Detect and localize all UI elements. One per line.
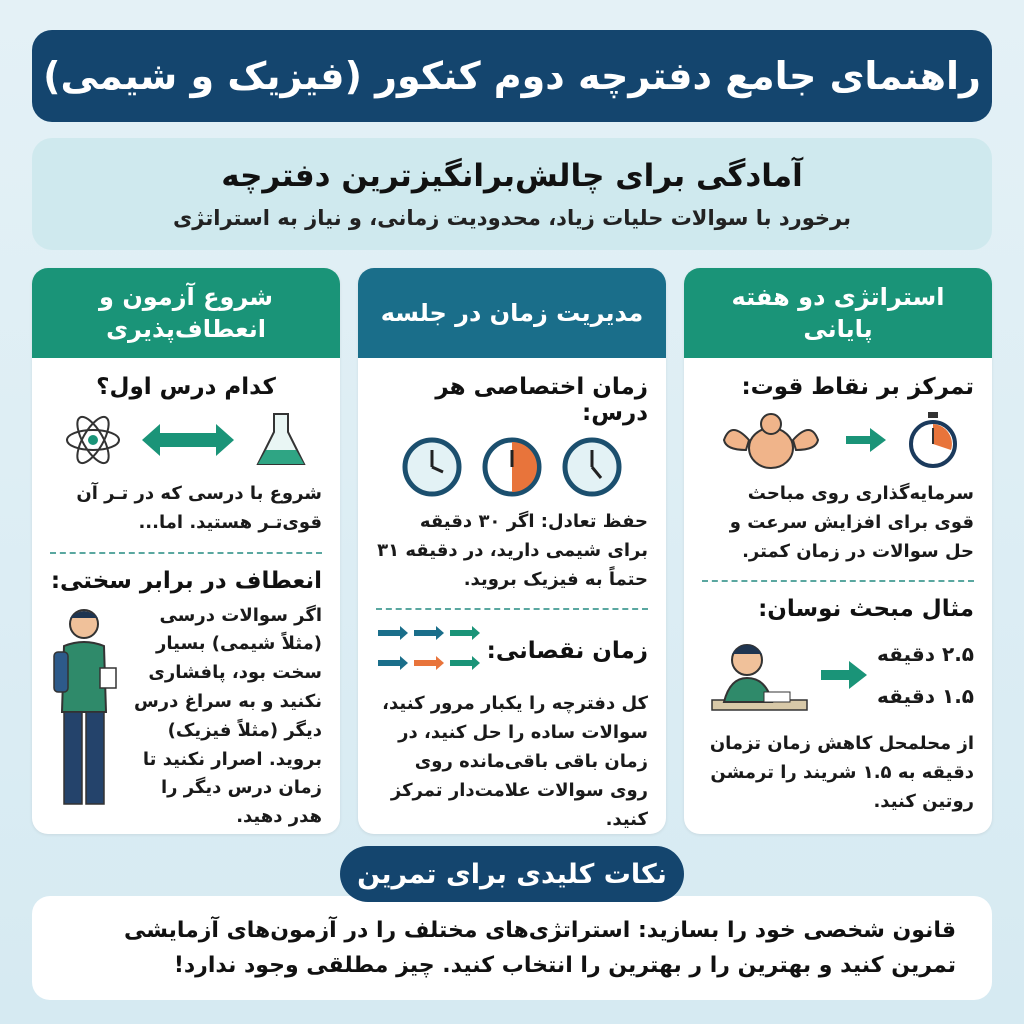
time-before: ۲.۵ دقیقه — [876, 642, 974, 667]
shortfall-text: کل دفترچه را یکبار مرور کنید، سوالات ساده را حل کنید، در زمان باقی باقی‌مانده روی روی سوالات علامت‌دار تمرکز کنید. — [382, 693, 648, 830]
clock-icon — [561, 436, 623, 498]
column-time-header: مدیریت زمان در جلسه — [358, 268, 666, 358]
flex-title: انعطاف در برابر سختی: — [50, 567, 322, 594]
flex-content — [50, 602, 322, 832]
column-strategy-header: استراتژی دو هفته پایانی — [684, 268, 992, 358]
intro-heading: آمادگی برای چالش‌برانگیزترین دفترچه — [221, 158, 803, 194]
first-title: کدام درس اول؟ — [96, 374, 276, 400]
clock-icon — [401, 436, 463, 498]
divider — [50, 552, 322, 554]
column-time — [358, 268, 666, 834]
shortfall-row — [376, 624, 648, 678]
intro-subheading: برخورد با سوالات حلیات زیاد، محدودیت زمانی، و نیاز به استراتژی — [173, 206, 851, 230]
focus-text: سرمایه‌گذاری روی مباحث قوی برای افزایش سرعت و حل سوالات در زمان کمتر. — [729, 483, 974, 562]
dedicated-text: حفظ تعادل: اگر ۳۰ دقیقه برای شیمی دارید، در دقیقه ۳۱ حتماً به فیزیک بروید. — [377, 511, 648, 590]
example-text: از محلمحل کاهش زمان تزمان دقیقه به ۱.۵ شریند را ترمشن روتین کنید. — [709, 733, 974, 812]
column-start — [32, 268, 340, 834]
example-title: مثال مبحث نوسان: — [758, 596, 974, 623]
half-clock-icon — [481, 436, 543, 498]
tips-box — [32, 896, 992, 1000]
strength-icons — [702, 410, 974, 470]
time-after: ۱.۵ دقیقه — [876, 684, 974, 709]
shortfall-title: زمان نقصانی: — [486, 638, 648, 665]
intro-panel — [32, 138, 992, 250]
student-standing-icon — [50, 602, 122, 812]
muscle-icon — [716, 410, 826, 470]
page-title: راهنمای جامع دفترچه دوم کنکور (فیزیک و شیمی) — [32, 30, 992, 122]
dedicated-title: زمان اختصاصی هر درس: — [435, 374, 648, 426]
column-strategy — [684, 268, 992, 834]
stopwatch-icon — [906, 410, 960, 470]
tips-title: نکات کلیدی برای تمرین — [340, 846, 684, 902]
subject-icons — [50, 410, 322, 470]
column-start-header: شروع آزمون و انعطاف‌پذیری — [32, 268, 340, 358]
clock-icons — [376, 436, 648, 498]
arrows-icon — [376, 624, 484, 678]
flex-text: اگر سوالات درسی (مثلاً شیمی) بسیار سخت بود، پافشاری نکنید و به سراغ درس دیگر (مثلاً فیزیک) بروید. اصرار نکنید تا زمان درس دیگر را هدر دهید. — [133, 604, 322, 828]
time-values — [877, 638, 974, 712]
arrow-right-icon — [819, 658, 869, 692]
atom-icon — [64, 411, 122, 469]
divider — [376, 608, 648, 610]
flask-icon — [254, 410, 308, 470]
arrow-right-icon — [844, 425, 888, 455]
first-text: شروع با درسی که در تـر آن قوی‌تـر هستید. اما... — [76, 483, 322, 533]
example-visual — [702, 630, 974, 720]
divider — [702, 580, 974, 582]
focus-title: تمرکز بر نقاط قوت: — [741, 374, 974, 400]
double-arrow-icon — [140, 420, 236, 460]
tips-text: قانون شخصی خود را بسازید: استراتژی‌های مختلف را در آزمون‌های آزمایشی تمرین کنید و بهترین را ر بهترین را انتخاب کنید. چیز مطلقی وجود ندارد! — [123, 917, 956, 978]
student-writing-icon — [702, 630, 812, 720]
